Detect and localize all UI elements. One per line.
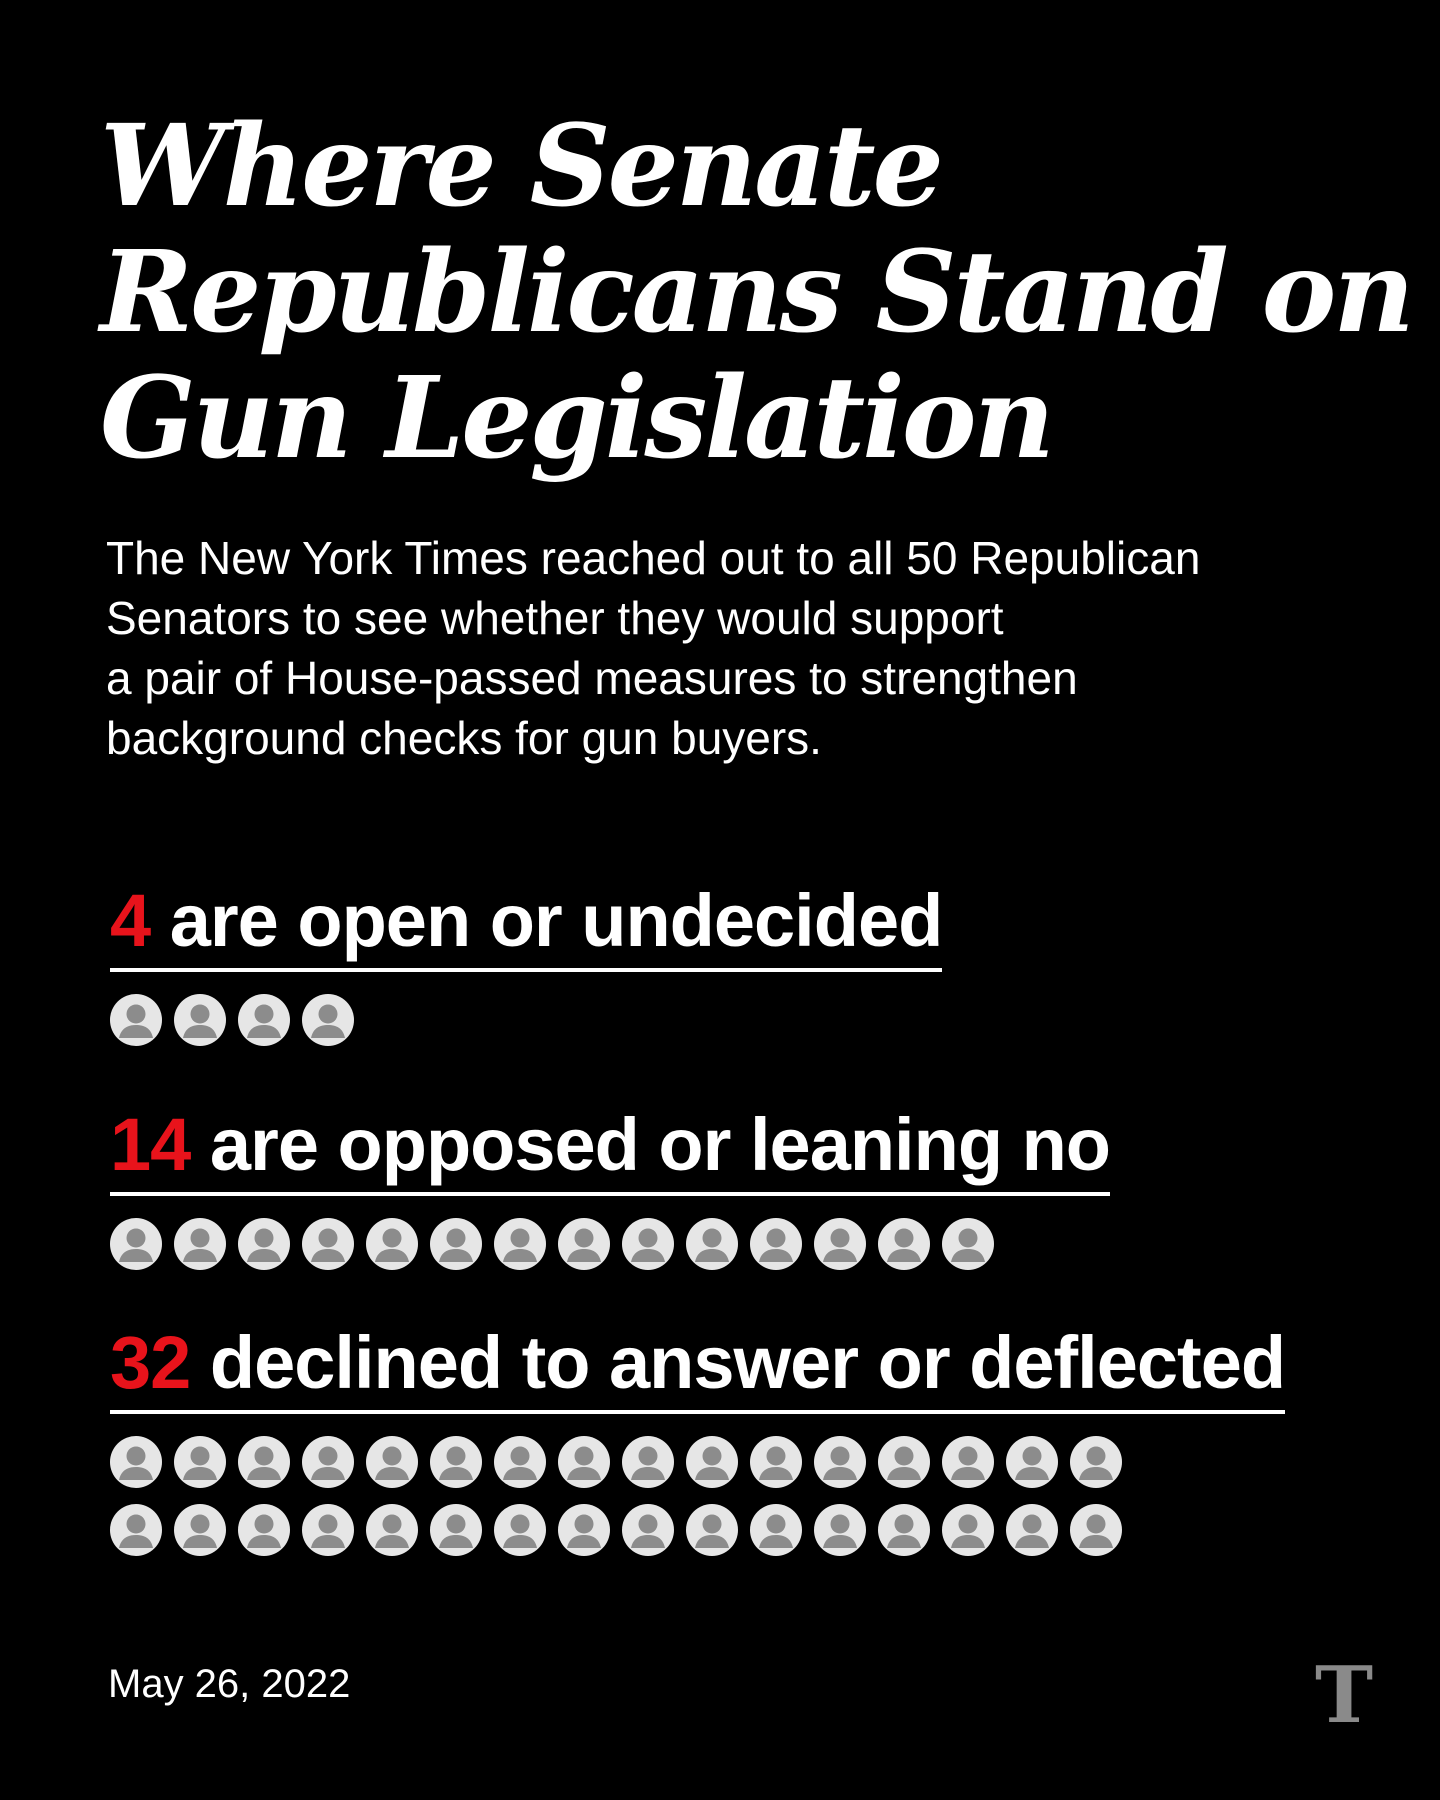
person-icon: [814, 1504, 866, 1556]
person-icon: [558, 1218, 610, 1270]
person-icon: [942, 1218, 994, 1270]
group-count: 32: [110, 1321, 191, 1404]
nyt-logo-icon: T: [1314, 1650, 1374, 1741]
person-icon: [174, 994, 226, 1046]
person-icon: [622, 1436, 674, 1488]
person-icon: [366, 1218, 418, 1270]
person-icon: [750, 1436, 802, 1488]
group-heading: [110, 1104, 1110, 1196]
person-icon: [878, 1436, 930, 1488]
subtitle-line: Senators to see whether they would support: [106, 592, 1004, 644]
title-line: Where Senate: [100, 101, 941, 232]
group-declined-deflected: [110, 1322, 1285, 1556]
person-icon: [302, 1218, 354, 1270]
person-icon: [110, 1504, 162, 1556]
person-icon: [430, 1436, 482, 1488]
person-icon: [1006, 1436, 1058, 1488]
group-opposed-leaning-no: [110, 1104, 1110, 1270]
group-label: are open or undecided: [169, 879, 943, 962]
person-icon: [750, 1218, 802, 1270]
person-icon: [558, 1504, 610, 1556]
person-icon: [430, 1504, 482, 1556]
person-icon: [238, 1218, 290, 1270]
person-icon: [814, 1436, 866, 1488]
person-icon: [686, 1218, 738, 1270]
person-icon: [430, 1218, 482, 1270]
publication-date: May 26, 2022: [108, 1662, 351, 1706]
person-icon: [366, 1504, 418, 1556]
person-icon: [558, 1436, 610, 1488]
person-icon: [494, 1436, 546, 1488]
group-open-undecided: [110, 880, 942, 1046]
person-icon: [174, 1436, 226, 1488]
group-heading: [110, 1322, 1285, 1414]
person-icon: [238, 1436, 290, 1488]
person-icon: [622, 1504, 674, 1556]
subtitle-line: The New York Times reached out to all 50 Republican: [106, 532, 1201, 584]
icon-grid: [110, 1218, 1110, 1270]
person-icon: [494, 1504, 546, 1556]
subtitle-line: a pair of House-passed measures to strengthen: [106, 652, 1078, 704]
person-icon: [686, 1504, 738, 1556]
person-icon: [302, 1436, 354, 1488]
person-icon: [686, 1436, 738, 1488]
person-icon: [1070, 1504, 1122, 1556]
person-icon: [494, 1218, 546, 1270]
person-icon: [750, 1504, 802, 1556]
group-count: 14: [110, 1103, 191, 1186]
person-icon: [942, 1504, 994, 1556]
icon-grid: [110, 1436, 1285, 1556]
person-icon: [110, 1218, 162, 1270]
person-icon: [942, 1436, 994, 1488]
person-icon: [174, 1504, 226, 1556]
person-icon: [878, 1504, 930, 1556]
title-line: Gun Legislation: [100, 353, 1052, 484]
chart-subtitle: [106, 528, 1366, 768]
person-icon: [238, 1504, 290, 1556]
title-line: Republicans Stand on: [100, 227, 1412, 358]
icon-grid: [110, 994, 942, 1046]
subtitle-line: background checks for gun buyers.: [106, 712, 822, 764]
person-icon: [1006, 1504, 1058, 1556]
person-icon: [238, 994, 290, 1046]
person-icon: [366, 1436, 418, 1488]
person-icon: [878, 1218, 930, 1270]
person-icon: [110, 1436, 162, 1488]
person-icon: [302, 994, 354, 1046]
person-icon: [814, 1218, 866, 1270]
group-count: 4: [110, 879, 151, 962]
chart-title: [100, 101, 1412, 484]
person-icon: [110, 994, 162, 1046]
person-icon: [622, 1218, 674, 1270]
person-icon: [174, 1218, 226, 1270]
group-label: declined to answer or deflected: [209, 1321, 1286, 1404]
person-icon: [1070, 1436, 1122, 1488]
group-label: are opposed or leaning no: [209, 1103, 1110, 1186]
group-heading: [110, 880, 942, 972]
person-icon: [302, 1504, 354, 1556]
